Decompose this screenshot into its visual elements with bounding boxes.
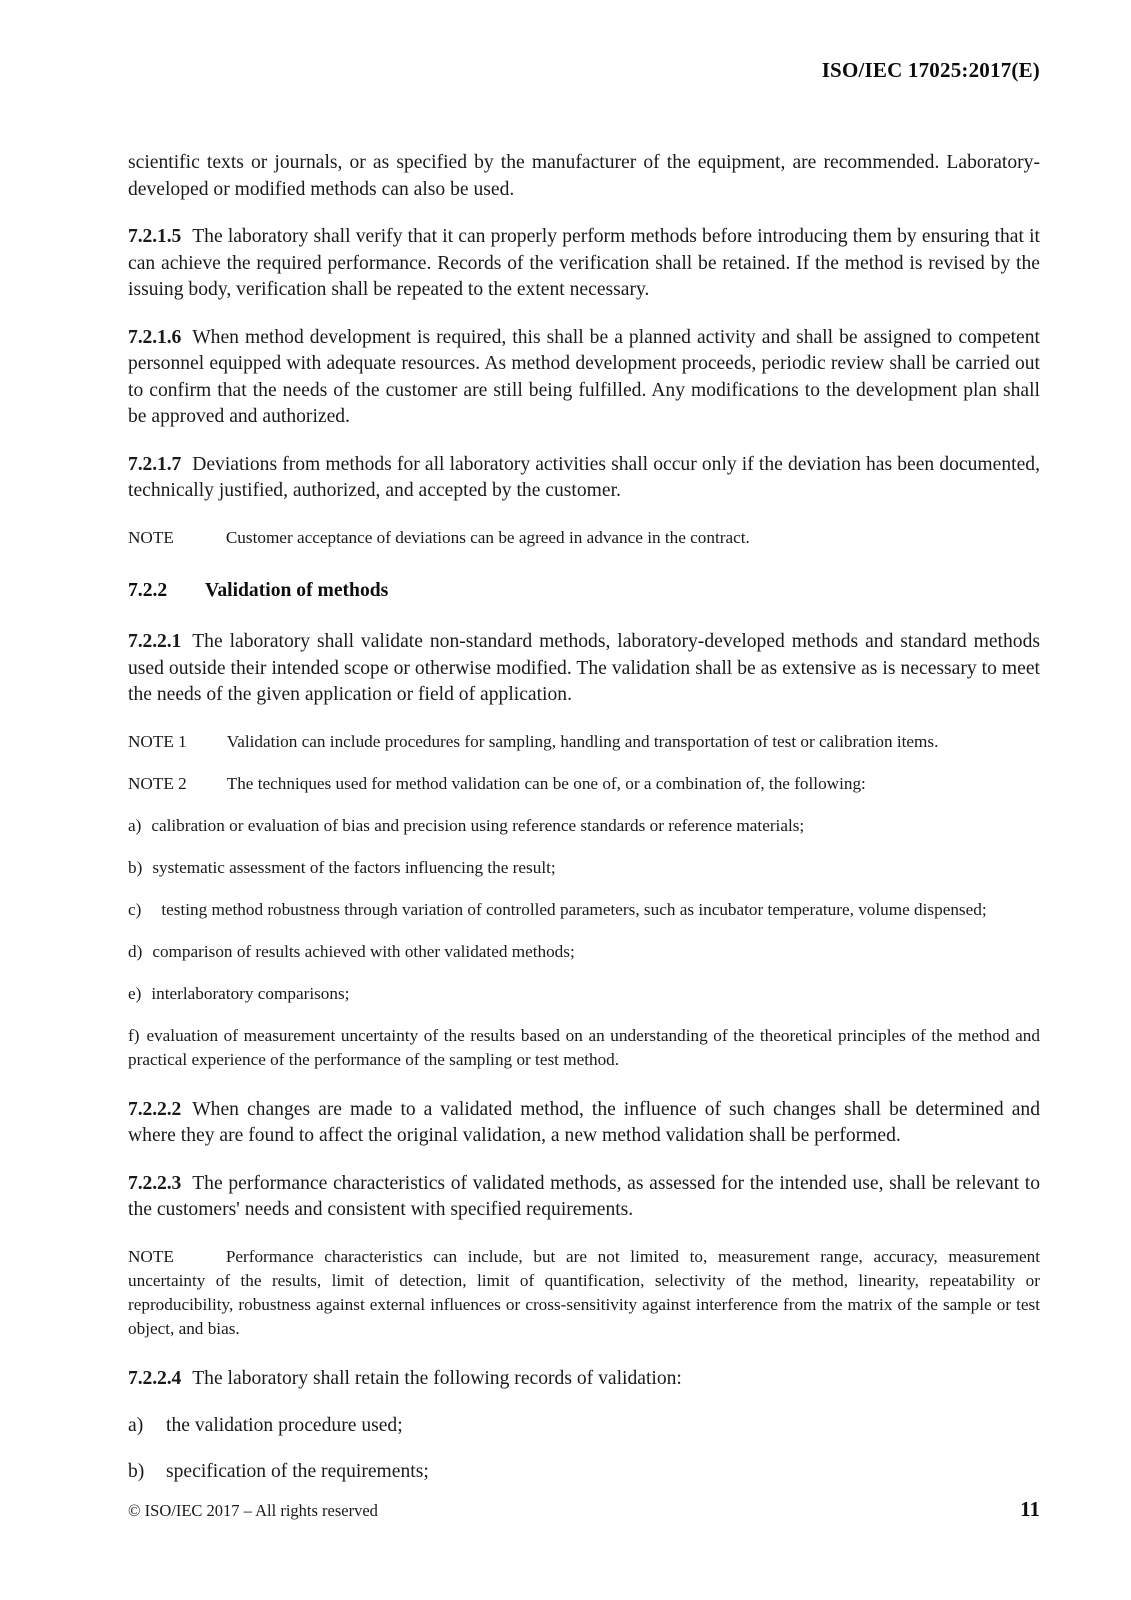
list-text: interlaboratory comparisons; <box>151 983 350 1003</box>
footer-copyright: © ISO/IEC 2017 – All rights reserved <box>128 1501 378 1520</box>
clause-text: When changes are made to a validated method, the influence of such changes shall be determined and where they are found to affect the original validation, a new method validation shall be performed. <box>128 1098 1040 1146</box>
clause-text: The laboratory shall validate non-standard methods, laboratory-developed methods and standard methods used outside their intended scope or otherwise modified. The validation shall be as extensive as is necessary to meet the needs of the given application or field of application. <box>128 631 1040 705</box>
note-1 <box>128 730 1040 754</box>
page-header-standard-ref: ISO/IEC 17025:2017(E) <box>821 58 1040 82</box>
clause-text: The laboratory shall retain the following records of validation: <box>192 1367 682 1389</box>
page-footer <box>128 1497 1040 1522</box>
list-marker: b) <box>128 857 143 877</box>
note-7-2-2-3 <box>128 1245 1040 1341</box>
clause-text: When method development is required, this shall be a planned activity and shall be assigned to competent personnel equipped with adequate resources. As method development proceeds, periodic review shall be carried out to confirm that the needs of the customer are still being fulfilled. Any modifications to the development plan shall be approved and authorized. <box>128 326 1040 427</box>
list-text: the validation procedure used; <box>166 1415 403 1436</box>
list-marker: c) <box>128 899 142 919</box>
note-2-item-b <box>128 856 1040 880</box>
clause-7-2-2-4-item-b <box>128 1459 1040 1486</box>
clause-text: The laboratory shall verify that it can properly perform methods before introducing them by ensuring that it can achieve the required performance. Records of the verification shall be retained. If the method is revised by the issuing body, verification shall be repeated to the extent necessary. <box>128 226 1040 300</box>
note-2-item-e <box>128 982 1040 1006</box>
note-2-item-a <box>128 814 1040 838</box>
list-text: specification of the requirements; <box>166 1460 429 1482</box>
note-2-item-f <box>128 1024 1040 1072</box>
note-text: Customer acceptance of deviations can be agreed in advance in the contract. <box>225 527 750 547</box>
note-2-item-d <box>128 940 1040 964</box>
list-text: evaluation of measurement uncertainty of the results based on an understanding of the theoretical principles of the method and practical experience of the performance of the sampling or test method. <box>128 1025 1040 1069</box>
list-marker: f) <box>128 1025 140 1045</box>
clause-number: 7.2.2.1 <box>128 631 182 652</box>
clause-7-2-2-3 <box>128 1171 1040 1224</box>
list-marker: a) <box>128 1415 144 1436</box>
note-text: Validation can include procedures for sampling, handling and transportation of test or calibration items. <box>226 731 939 751</box>
clause-number: 7.2.1.7 <box>128 453 182 475</box>
list-marker: e) <box>128 983 142 1003</box>
note-label: NOTE <box>128 527 174 547</box>
clause-7-2-2-1 <box>128 629 1040 709</box>
footer-page-number: 11 <box>1020 1497 1040 1521</box>
note-text: Performance characteristics can include, but are not limited to, measurement range, accuracy, measurement uncertainty of the results, limit of detection, limit of quantification, selectivity of the method, linearity, repeatability or reproducibility, robustness against external influences or cross-sensitivity against interference from the matrix of the sample or test object, and bias. <box>128 1246 1040 1338</box>
section-heading-7-2-2 <box>128 578 1040 605</box>
note-label: NOTE 2 <box>128 773 187 793</box>
clause-7-2-1-6 <box>128 325 1040 431</box>
clause-number: 7.2.2.4 <box>128 1367 182 1389</box>
list-text: systematic assessment of the factors influencing the result; <box>152 857 556 877</box>
page-content <box>128 150 1040 1504</box>
note-label: NOTE 1 <box>128 731 187 751</box>
note-text: The techniques used for method validation can be one of, or a combination of, the following: <box>226 773 866 793</box>
list-marker: a) <box>128 815 142 835</box>
clause-text: Deviations from methods for all laboratory activities shall occur only if the deviation has been documented, technically justified, authorized, and accepted by the customer. <box>128 453 1040 501</box>
clause-text: The performance characteristics of validated methods, as assessed for the intended use, shall be relevant to the customers' needs and consistent with specified requirements. <box>128 1172 1040 1220</box>
note-2-item-c <box>128 898 1040 922</box>
clause-7-2-2-2 <box>128 1097 1040 1150</box>
clause-7-2-2-4 <box>128 1366 1040 1393</box>
section-number: 7.2.2 <box>128 579 168 601</box>
note-label: NOTE <box>128 1246 174 1266</box>
clause-number: 7.2.2.2 <box>128 1098 182 1120</box>
clause-number: 7.2.2.3 <box>128 1172 182 1194</box>
clause-7-2-1-5 <box>128 224 1040 304</box>
note-7-2-1-7 <box>128 526 1040 550</box>
list-marker: b) <box>128 1460 145 1482</box>
list-text: testing method robustness through variation of controlled parameters, such as incubator temperature, volume dispensed; <box>161 899 987 919</box>
list-text: calibration or evaluation of bias and precision using reference standards or reference materials; <box>151 815 805 835</box>
note-2 <box>128 772 1040 796</box>
list-marker: d) <box>128 941 143 961</box>
clause-number: 7.2.1.6 <box>128 326 182 348</box>
continued-paragraph: scientific texts or journals, or as specified by the manufacturer of the equipment, are recommended. Laboratory-developed or modified methods can also be used. <box>128 152 1040 200</box>
list-text: comparison of results achieved with other validated methods; <box>152 941 575 961</box>
clause-7-2-2-4-item-a <box>128 1413 1040 1440</box>
section-title: Validation of methods <box>205 579 389 601</box>
clause-7-2-1-7 <box>128 452 1040 505</box>
clause-number: 7.2.1.5 <box>128 226 182 247</box>
